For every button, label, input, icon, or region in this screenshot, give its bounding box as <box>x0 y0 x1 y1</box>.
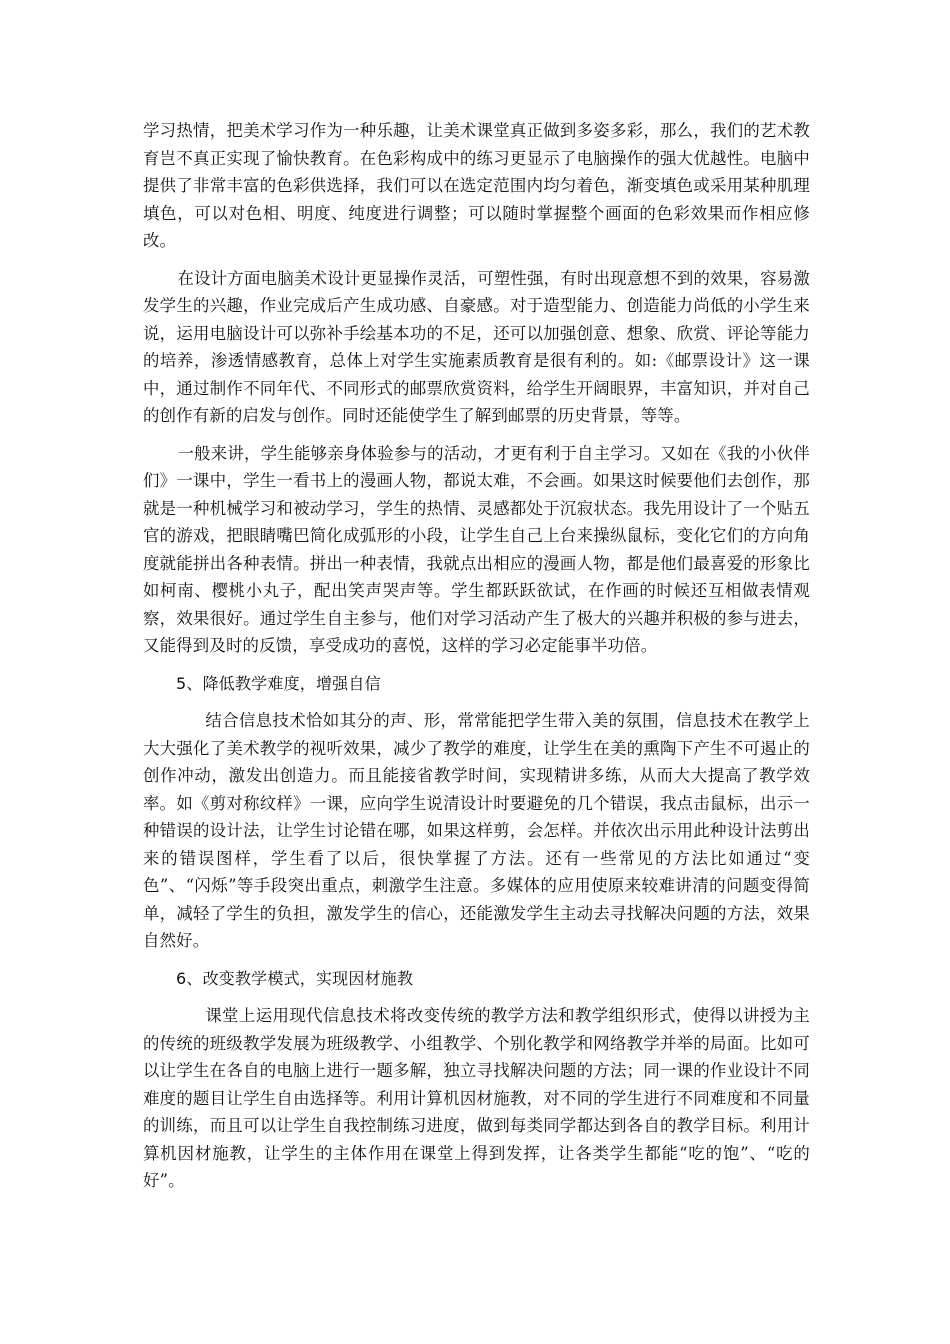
document-body <box>143 117 810 1205</box>
paragraph-reduce-difficulty: 结合信息技术恰如其分的声、形，常常能把学生带入美的氛围，信息技术在教学上大大强化了美术教学的视听效果，减少了教学的难度，让学生在美的熏陶下产生不可遏止的创作冲动，激发出创造力。而且能接省教学时间，实现精讲多练，从而大大提高了教学效率。如《剪对称纹样》一课，应向学生说清设计时要避免的几个错误，我点击鼠标，出示一种错误的设计法，让学生讨论错在哪，如果这样剪，会怎样。并依次出示用此种设计法剪出来的错误图样，学生看了以后，很快掌握了方法。还有一些常见的方法比如通过“变色”、“闪烁”等手段突出重点，刺激学生注意。多媒体的应用使原来较难讲清的问题变得简单，减轻了学生的负担，激发学生的信心，还能激发学生主动去寻找解决问题的方法，效果自然好。 <box>143 711 810 950</box>
section-heading-6: 6、改变教学模式，实现因材施教 <box>176 968 414 988</box>
paragraph-self-directed-learning: 一般来讲，学生能够亲身体验参与的活动，才更有利于自主学习。又如在《我的小伙伴们》一课中，学生一看书上的漫画人物，都说太难，不会画。如果这时候要他们去创作，那就是一种机械学习和被动学习，学生的热情、灵感都处于沉寂状态。我先用设计了一个贴五官的游戏，把眼睛嘴巴简化成弧形的小段，让学生自己上台来操纵鼠标，变化它们的方向角度就能拼出各种表情。拼出一种表情，我就点出相应的漫画人物，都是他们最喜爱的形象比如柯南、樱桃小丸子，配出笑声哭声等。学生都跃跃欲试，在作画的时候还互相做表情观察，效果很好。通过学生自主参与，他们对学习活动产生了极大的兴趣并积极的参与进去，又能得到及时的反馈，享受成功的喜悦，这样的学习必定能事半功倍。 <box>143 443 810 655</box>
paragraph-computer-design: 在设计方面电脑美术设计更显操作灵活，可塑性强，有时出现意想不到的效果，容易激发学生的兴趣，作业完成后产生成功感、自豪感。对于造型能力、创造能力尚低的小学生来说，运用电脑设计可以弥补手绘基本功的不足，还可以加强创意、想象、欣赏、评论等能力的培养，渗透情感教育，总体上对学生实施素质教育是很有利的。如:《邮票设计》这一课中，通过制作不同年代、不同形式的邮票欣赏资料，给学生开阔眼界，丰富知识，并对自己的创作有新的启发与创作。同时还能使学生了解到邮票的历史背景，等等。 <box>143 268 810 425</box>
section-heading-5: 5、降低教学难度，增强自信 <box>176 673 381 693</box>
paragraph-art-learning-joy: 学习热情，把美术学习作为一种乐趣，让美术课堂真正做到多姿多彩，那么，我们的艺术教育岂不真正实现了愉快教育。在色彩构成中的练习更显示了电脑操作的强大优越性。电脑中提供了非常丰富的色彩供选择，我们可以在选定范围内均匀着色，渐变填色或采用某种肌理填色，可以对色相、明度、纯度进行调整；可以随时掌握整个画面的色彩效果而作相应修改。 <box>143 121 810 250</box>
paragraph-change-teaching-mode: 课堂上运用现代信息技术将改变传统的教学方法和教学组织形式，使得以讲授为主的传统的班级教学发展为班级教学、小组教学、个别化教学和网络教学并举的局面。比如可以让学生在各自的电脑上进行一题多解，独立寻找解决问题的方法；同一课的作业设计不同难度的题目让学生自由选择等。利用计算机因材施教，对不同的学生进行不同难度和不同量的训练，而且可以让学生自我控制练习进度，做到每类同学都达到各自的教学目标。利用计算机因材施教，让学生的主体作用在课堂上得到发挥，让各类学生都能“吃的饱”、“吃的好”。 <box>143 1006 810 1190</box>
